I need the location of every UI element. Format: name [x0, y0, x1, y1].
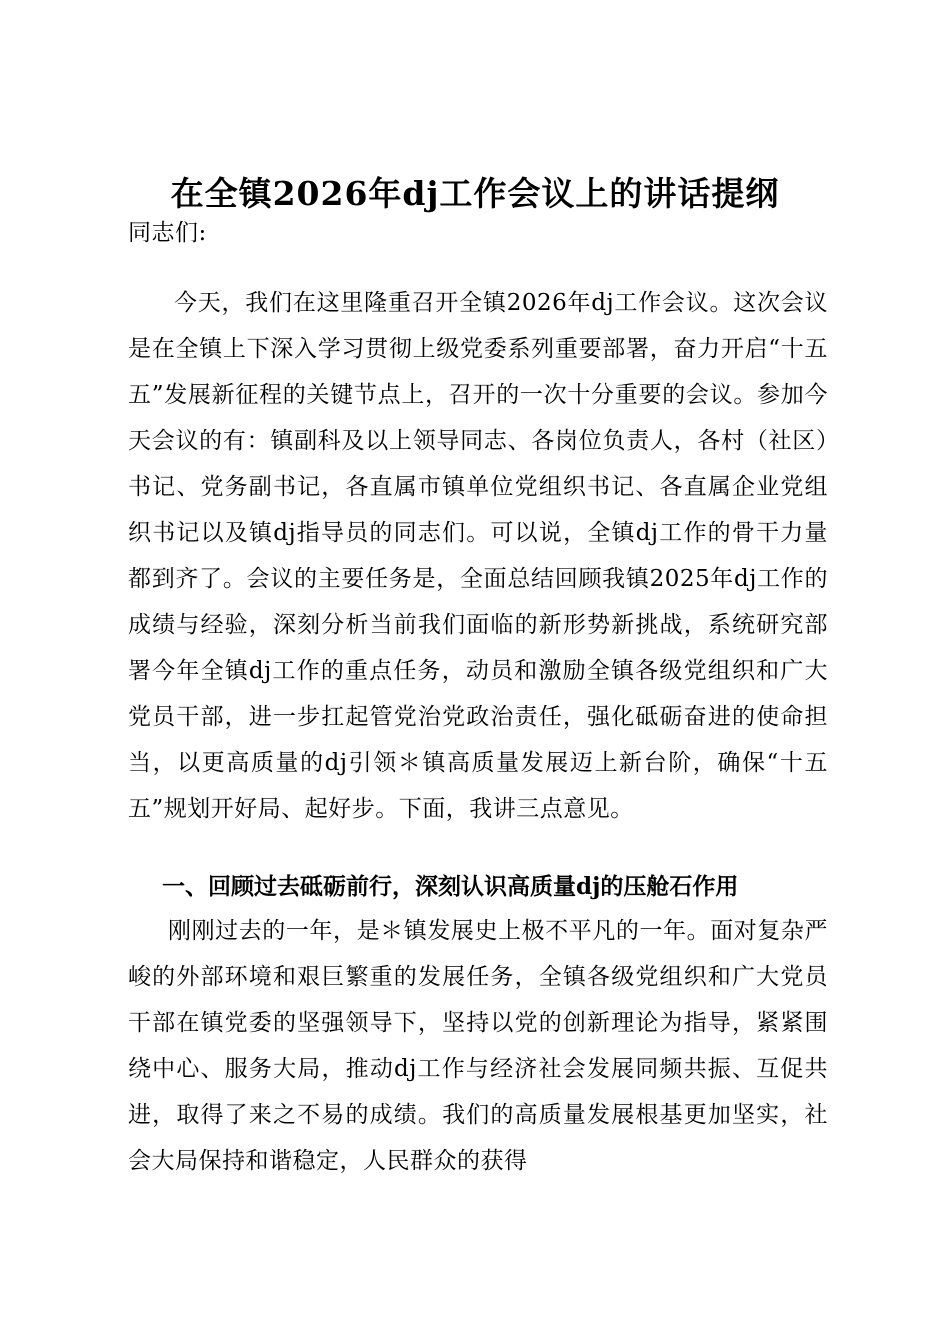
opening-paragraph: 今天，我们在这里隆重召开全镇2026年dj工作会议。这次会议是在全镇上下深入学习贯彻上级党委系列重要部署，奋力开启“十五五”发展新征程的关键节点上，召开的一次十分重要的会议。参加今天会议的有：镇副科及以上领导同志、各岗位负责人，各村（社区）书记、党务副书记，各直属市镇单位党组织书记、各直属企业党组织书记以及镇dj指导员的同志们。可以说，全镇dj工作的骨干力量都到齐了。会议的主要任务是，全面总结回顾我镇2025年dj工作的成绩与经验，深刻分析当前我们面临的新形势新挑战，系统研究部署今年全镇dj工作的重点任务，动员和激励全镇各级党组织和广大党员干部，进一步扛起管党治党政治责任，强化砥砺奋进的使命担当，以更高质量的dj引领＊镇高质量发展迈上新台阶，确保“十五五”规划开好局、起好步。下面，我讲三点意见。	[128, 290, 828, 822]
document-title: 在全镇2026年dj工作会议上的讲话提纲	[170, 174, 780, 213]
salutation: 同志们:	[128, 220, 207, 246]
section-1-paragraph: 刚刚过去的一年，是＊镇发展史上极不平凡的一年。面对复杂严峻的外部环境和艰巨繁重的发展任务，全镇各级党组织和广大党员干部在镇党委的坚强领导下，坚持以党的创新理论为指导，紧紧围绕中心、服务大局，推动dj工作与经济社会发展同频共振、互促共进，取得了来之不易的成绩。我们的高质量发展根基更加坚实，社会大局保持和谐稳定，人民群众的获得	[128, 918, 828, 1174]
section-heading-1: 一、回顾过去砥砺前行，深刻认识高质量dj的压舱石作用	[162, 873, 739, 900]
